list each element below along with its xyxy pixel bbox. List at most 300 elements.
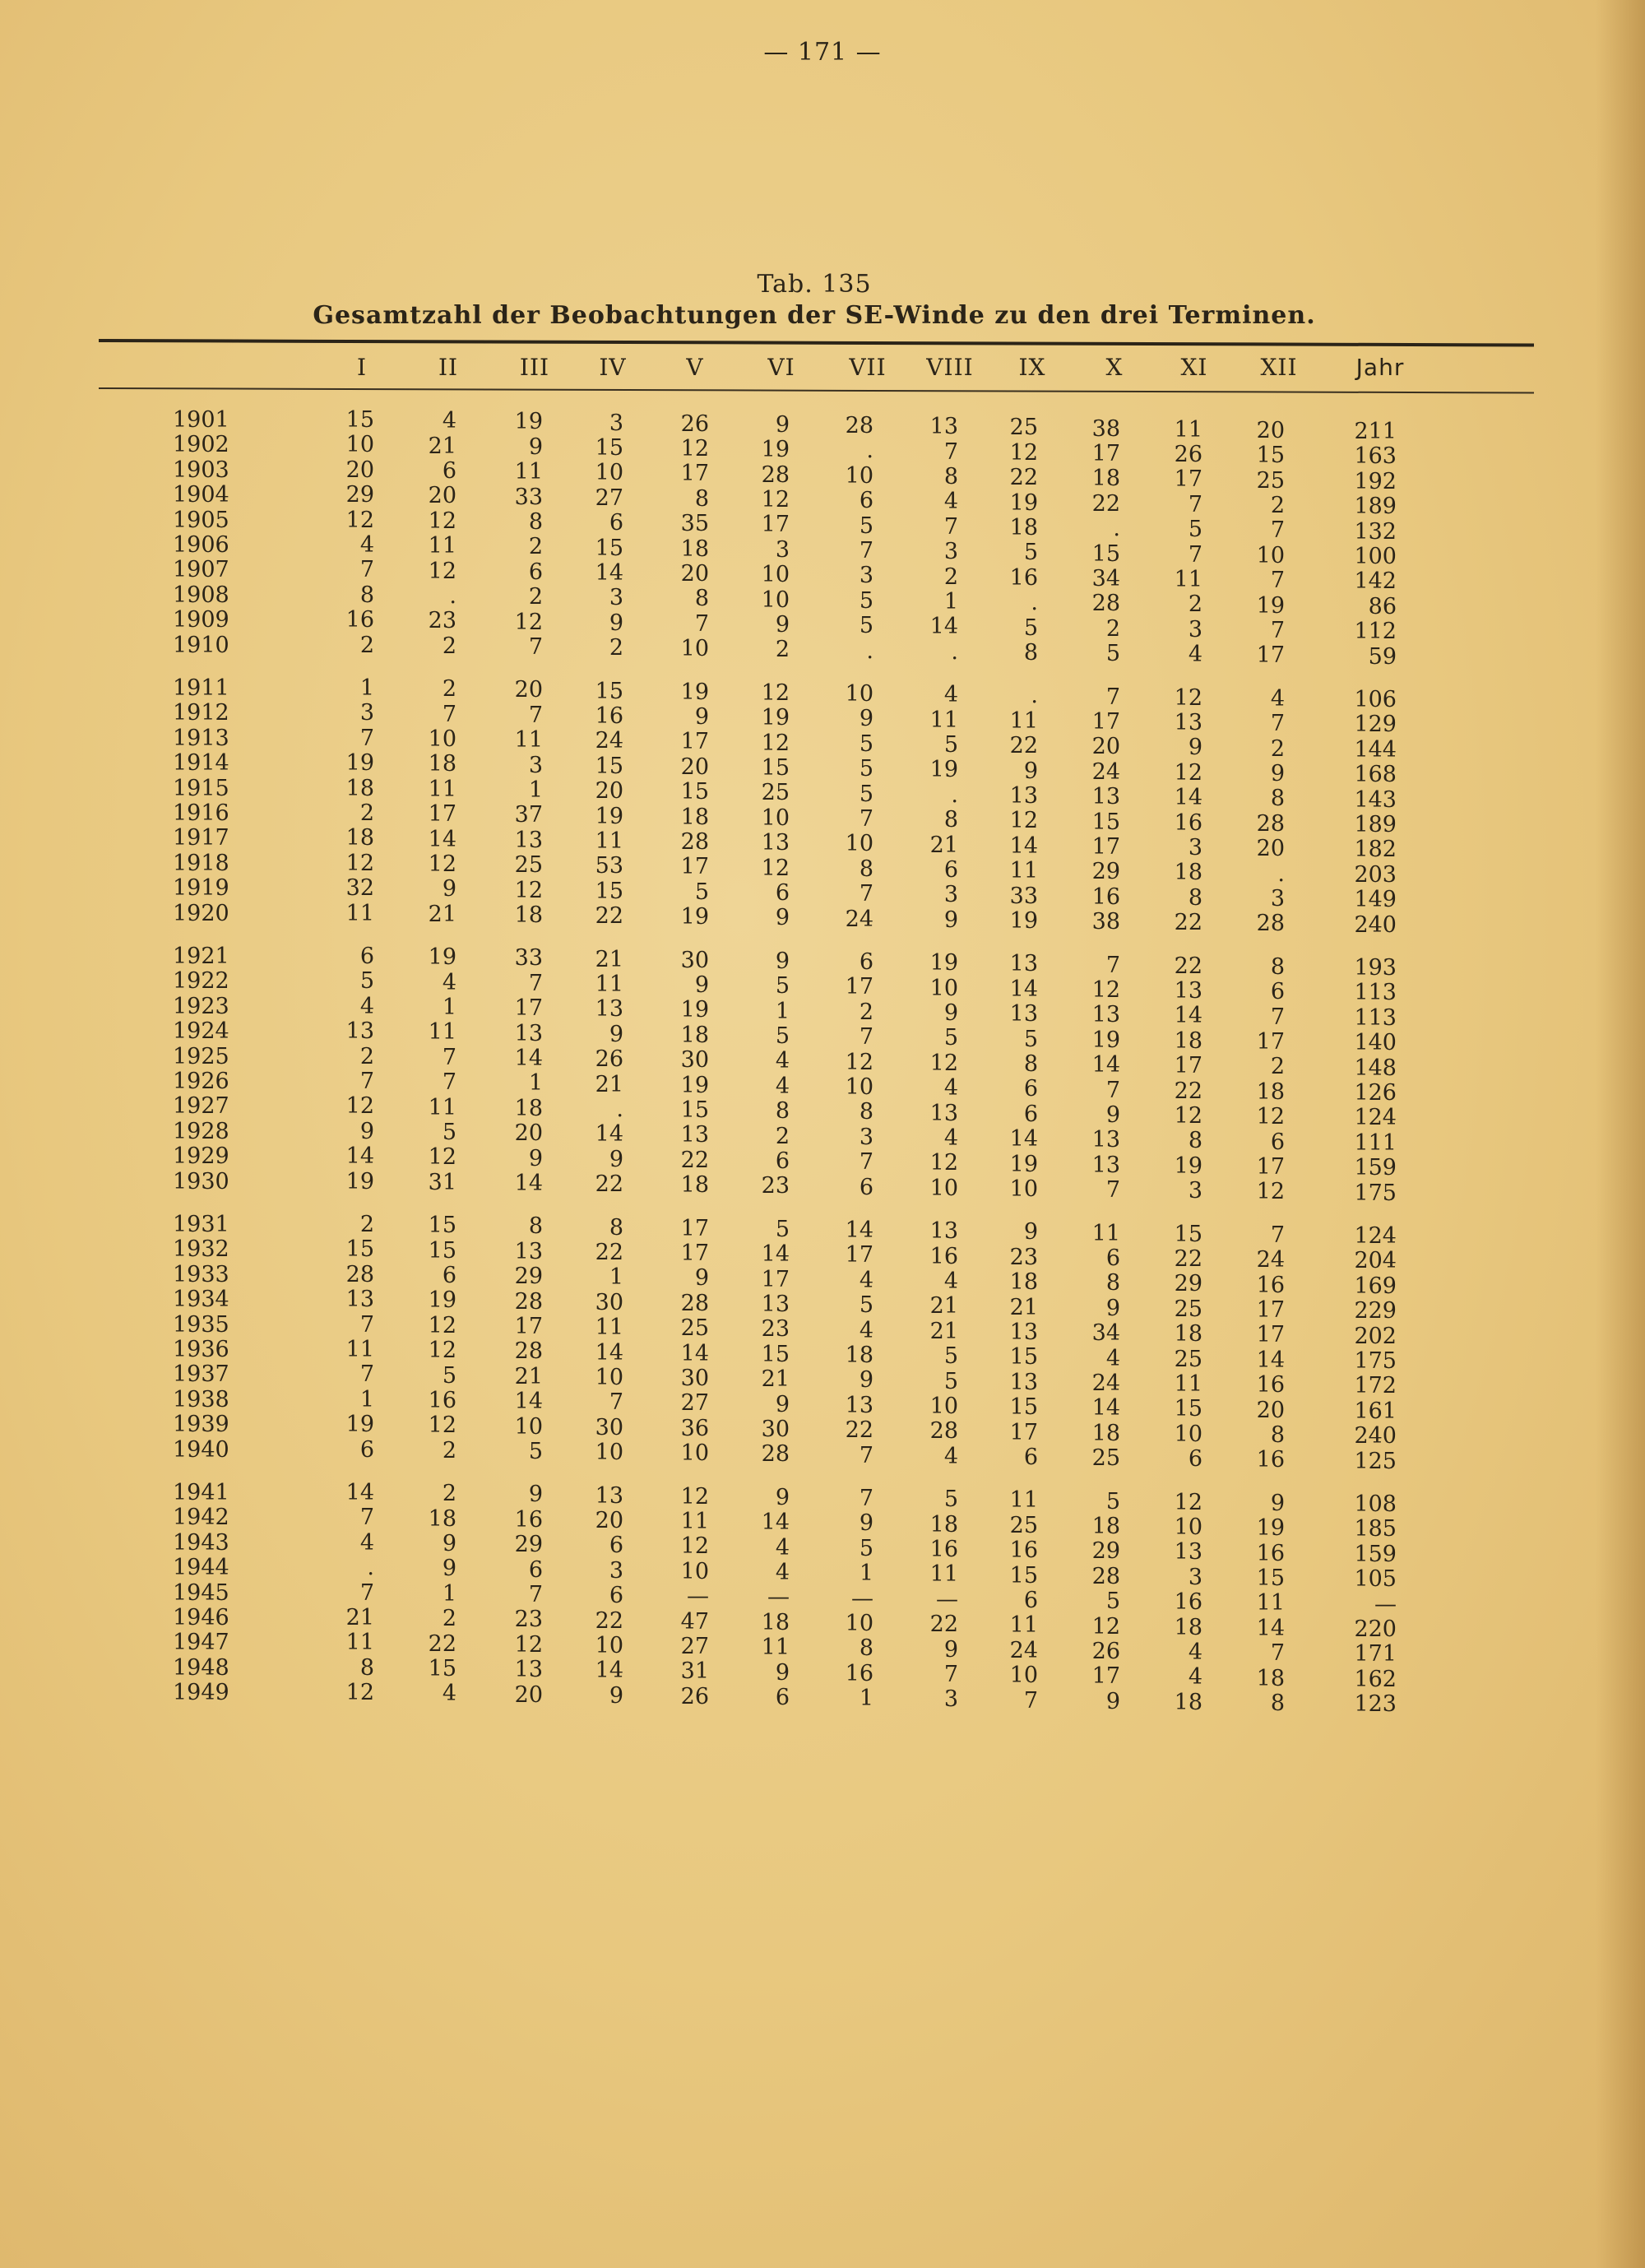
table-row [0,532,1645,569]
month-value-cell: 3 [943,882,958,908]
month-value-cell: 4 [859,1267,873,1293]
month-value-cell: 7 [359,1579,374,1606]
month-value-cell: — [936,1586,958,1612]
month-value-cell: 19 [680,1072,709,1098]
month-value-cell: 17 [761,1266,790,1292]
column-header: V [686,354,704,381]
month-value-cell: 12 [929,1050,958,1076]
month-value-cell: 12 [1174,759,1202,786]
column-header: IX [1018,354,1046,381]
month-value-cell: 6 [442,457,456,484]
month-value-cell: 2 [775,637,790,663]
year-cell: 1908 [173,582,229,608]
month-value-cell: 13 [761,1292,790,1318]
month-value-cell: 10 [761,587,790,613]
month-value-cell: 16 [929,1243,958,1269]
month-value-cell: 12 [345,850,374,876]
month-value-cell: 7 [859,538,873,564]
month-value-cell: 5 [694,879,709,905]
month-value-cell: 19 [929,757,958,783]
month-value-cell: 28 [1091,591,1120,617]
year-total-cell: 162 [1354,1666,1397,1692]
month-value-cell: 11 [1009,1487,1038,1514]
month-value-cell: 9 [609,1146,623,1172]
month-value-cell: 19 [345,1412,374,1438]
month-value-cell: 21 [345,1605,374,1630]
column-header: I [356,354,368,381]
month-value-cell: 28 [680,1290,709,1316]
year-total-cell: 163 [1354,443,1397,470]
year-cell: 1904 [173,482,229,508]
month-value-cell: 34 [1091,1320,1120,1347]
month-value-cell: 1 [609,1264,623,1291]
month-value-cell: 10 [595,1632,623,1658]
month-value-cell: 18 [514,1095,543,1121]
month-value-cell: 16 [514,1506,543,1533]
month-value-cell: 21 [428,433,456,459]
month-value-cell: 2 [1270,1054,1285,1080]
month-value-cell: 10 [1174,1514,1202,1541]
month-value-cell: 28 [514,1338,543,1365]
month-value-cell: 10 [680,1558,709,1584]
month-value-cell: 20 [595,778,623,805]
table-row [0,1412,1645,1449]
month-value-cell: 13 [1174,710,1202,736]
month-value-cell: 13 [929,1100,958,1126]
month-value-cell: 7 [1270,568,1285,594]
month-value-cell: 7 [528,1581,543,1607]
month-value-cell: 16 [1256,1447,1285,1473]
month-value-cell: 14 [595,1121,623,1148]
month-value-cell: 9 [694,704,709,730]
month-value-cell: 5 [528,1438,543,1464]
table-row [0,675,1645,712]
month-value-cell: 12 [428,1412,456,1439]
month-value-cell: 13 [680,1122,709,1148]
column-header: VIII [926,354,974,381]
month-value-cell: 6 [1270,979,1285,1005]
month-value-cell: 11 [345,900,374,926]
month-value-cell: 22 [1174,1246,1202,1273]
year-total-cell: 172 [1354,1373,1397,1399]
month-value-cell: 14 [514,1170,543,1196]
year-total-cell: 168 [1354,762,1397,788]
month-value-cell: 18 [345,825,374,851]
year-total-cell: 220 [1354,1616,1397,1642]
month-value-cell: 18 [1009,1269,1038,1296]
month-value-cell: 26 [680,1683,709,1709]
month-value-cell: 10 [761,562,790,588]
month-value-cell: 3 [1270,886,1285,912]
month-value-cell: 4 [1188,1640,1202,1666]
month-value-cell: 3 [775,536,790,563]
month-value-cell: 28 [514,1288,543,1315]
table-row [0,944,1645,981]
month-value-cell: 22 [1174,910,1202,936]
month-value-cell: 8 [1270,786,1285,812]
table-row [0,1605,1645,1642]
month-value-cell: 15 [428,1237,456,1264]
month-value-cell: 10 [680,1440,709,1467]
month-value-cell: 13 [1091,1002,1120,1028]
month-value-cell: 28 [845,413,873,438]
month-value-cell: 10 [845,1074,873,1100]
month-value-cell: 18 [1174,1321,1202,1347]
month-value-cell: . [866,438,873,464]
month-value-cell: 4 [442,408,456,434]
year-total-cell: — [1374,1591,1397,1617]
month-value-cell: 17 [761,512,790,538]
year-total-cell: 240 [1354,1423,1397,1449]
month-value-cell: 6 [775,1148,790,1175]
month-value-cell: . [1113,516,1120,542]
month-value-cell: 11 [761,1635,790,1661]
year-cell: 1947 [173,1630,229,1656]
month-value-cell: 9 [775,411,790,438]
month-value-cell: . [1031,590,1038,616]
month-value-cell: 17 [1091,1663,1120,1690]
month-value-cell: 33 [514,945,543,972]
year-total-cell: 100 [1354,544,1397,569]
month-value-cell: 12 [1174,1103,1202,1129]
year-total-cell: 229 [1354,1298,1397,1324]
month-value-cell: 13 [929,414,958,440]
year-cell: 1911 [173,675,229,701]
month-value-cell: 7 [1188,541,1202,568]
month-value-cell: 7 [859,1024,873,1051]
month-value-cell: 4 [1188,1664,1202,1691]
month-value-cell: 12 [345,1093,374,1120]
month-value-cell: 31 [680,1658,709,1685]
month-value-cell: 11 [1091,1220,1120,1246]
month-value-cell: 37 [514,802,543,828]
year-total-cell: 106 [1354,687,1397,712]
month-value-cell: 11 [680,1509,709,1535]
year-total-cell: 240 [1354,911,1397,938]
column-header: XI [1180,354,1208,381]
month-value-cell: 27 [595,485,623,511]
year-total-cell: 123 [1354,1691,1397,1718]
month-value-cell: 11 [595,828,623,854]
month-value-cell: 23 [514,1607,543,1633]
month-value-cell: 21 [428,901,456,927]
month-value-cell: 14 [345,1480,374,1505]
year-cell: 1918 [173,850,229,876]
month-value-cell: 7 [1270,711,1285,737]
month-value-cell: 2 [775,1123,790,1149]
month-value-cell: 6 [859,1174,873,1200]
year-total-cell: 171 [1354,1641,1397,1667]
table-row [0,1480,1645,1517]
month-value-cell: 6 [1105,1245,1120,1271]
month-value-cell: 2 [528,584,543,610]
month-value-cell: 25 [1009,1512,1038,1538]
month-value-cell: 14 [595,1658,623,1684]
month-value-cell: 35 [680,511,709,537]
year-total-cell: 148 [1354,1055,1397,1081]
month-value-cell: 18 [428,1505,456,1532]
year-total-cell: 126 [1354,1080,1397,1106]
month-value-cell: 8 [528,1213,543,1240]
year-total-cell: 113 [1354,1004,1397,1031]
month-value-cell: 9 [859,1367,873,1394]
month-value-cell: 5 [1023,615,1038,641]
month-value-cell: 18 [1256,1665,1285,1691]
month-value-cell: 11 [595,1315,623,1341]
month-value-cell: 9 [359,1118,374,1144]
month-value-cell: 20 [1256,417,1285,443]
month-value-cell: 14 [345,1143,374,1170]
month-value-cell: 12 [1256,1179,1285,1205]
month-value-cell: 13 [1174,1539,1202,1565]
month-value-cell: 24 [1256,1247,1285,1273]
month-value-cell: 6 [775,880,790,907]
month-value-cell: 12 [1174,684,1202,711]
year-total-cell: 189 [1354,494,1397,520]
month-value-cell: 10 [845,831,873,857]
column-header: II [438,354,459,381]
month-value-cell: 9 [775,1659,790,1686]
year-cell: 1935 [173,1311,229,1338]
month-value-cell: 19 [680,904,709,930]
table-header-row [0,354,1645,387]
month-value-cell: 7 [859,881,873,907]
month-value-cell: 18 [1256,1078,1285,1105]
month-value-cell: 5 [943,1486,958,1513]
month-value-cell: 10 [761,805,790,831]
month-value-cell: 20 [514,1120,543,1147]
month-value-cell: 11 [929,1561,958,1588]
year-total-cell: 59 [1368,643,1397,670]
month-value-cell: 29 [514,1532,543,1558]
month-value-cell: 6 [859,949,873,975]
month-value-cell: 16 [929,1536,958,1562]
month-value-cell: 19 [1091,1027,1120,1053]
month-value-cell: 12 [428,1338,456,1364]
month-value-cell: 7 [1270,517,1285,544]
month-value-cell: 1 [859,1561,873,1587]
month-value-cell: 1 [943,588,958,615]
column-header: IV [599,354,627,381]
month-value-cell: 4 [859,1317,873,1343]
month-value-cell: 4 [943,1075,958,1102]
month-value-cell: . [951,638,958,665]
month-value-cell: 4 [1105,1345,1120,1371]
month-value-cell: 22 [1174,1078,1202,1104]
year-cell: 1923 [173,993,229,1019]
month-value-cell: 12 [428,1312,456,1338]
month-value-cell: 15 [1091,809,1120,835]
month-value-cell: 15 [761,755,790,782]
month-value-cell: 30 [595,1289,623,1315]
year-total-cell: 143 [1354,786,1397,813]
month-value-cell: 3 [1188,1564,1202,1590]
table-caption: Gesamtzahl der Beobachtungen der SE-Winde zu den drei Terminen. [313,301,1316,330]
month-value-cell: 9 [528,1145,543,1171]
year-total-cell: 124 [1354,1105,1397,1131]
month-value-cell: 17 [514,1313,543,1339]
month-value-cell: 14 [1256,1347,1285,1373]
month-value-cell: 12 [929,1150,958,1176]
month-value-cell: 5 [1105,641,1120,667]
month-value-cell: 21 [929,832,958,858]
month-value-cell: 22 [1174,953,1202,979]
month-value-cell: 25 [1174,1346,1202,1372]
month-value-cell: 12 [1256,1104,1285,1130]
month-value-cell: 10 [845,1611,873,1636]
month-value-cell: 33 [514,484,543,510]
month-value-cell: 18 [1174,1614,1202,1640]
month-value-cell: 20 [1091,734,1120,760]
month-value-cell: 18 [680,804,709,830]
month-value-cell: 5 [943,1025,958,1051]
month-value-cell: 7 [1105,1177,1120,1204]
table-top-rule [99,339,1534,346]
month-value-cell: 47 [680,1608,709,1635]
year-cell: 1914 [173,750,229,777]
month-value-cell: 7 [359,1505,374,1531]
year-total-cell: 112 [1354,619,1397,645]
column-header: X [1105,354,1124,381]
year-cell: 1907 [173,557,229,583]
year-cell: 1931 [173,1212,229,1237]
month-value-cell: 3 [609,585,623,611]
month-value-cell: 33 [1009,883,1038,909]
month-value-cell: 11 [428,533,456,559]
month-value-cell: 13 [514,1657,543,1683]
year-cell: 1902 [173,432,229,458]
month-value-cell: 5 [859,756,873,782]
month-value-cell: 14 [1009,976,1038,1002]
year-cell: 1944 [173,1555,229,1581]
month-value-cell: 20 [595,1507,623,1533]
month-value-cell: 9 [609,1021,623,1047]
month-value-cell: 15 [428,1213,456,1239]
month-value-cell: 1 [442,994,456,1020]
month-value-cell: 12 [1009,808,1038,834]
column-header: XII [1260,354,1298,381]
month-value-cell: 7 [1270,618,1285,644]
month-value-cell: 7 [1188,491,1202,517]
month-value-cell: 22 [845,1417,873,1444]
month-value-cell: 17 [428,801,456,828]
month-value-cell: 10 [845,462,873,489]
month-value-cell: 11 [345,1630,374,1656]
month-value-cell: 21 [1009,1294,1038,1320]
month-value-cell: 4 [442,969,456,995]
year-cell: 1905 [173,507,229,533]
month-value-cell: 9 [775,905,790,931]
month-value-cell: 31 [428,1169,456,1195]
month-value-cell: 28 [1256,911,1285,937]
month-value-cell: 15 [345,1236,374,1263]
month-value-cell: 8 [528,508,543,535]
month-value-cell: 14 [1009,833,1038,859]
year-total-cell: 124 [1354,1223,1397,1249]
month-value-cell: 29 [1091,1538,1120,1565]
month-value-cell: 4 [943,489,958,515]
table-row [0,1680,1645,1718]
month-value-cell: 30 [595,1414,623,1440]
month-value-cell: 15 [345,407,374,433]
year-total-cell: 185 [1354,1516,1397,1542]
month-value-cell: 4 [359,993,374,1019]
month-value-cell: 10 [929,1393,958,1419]
month-value-cell: 14 [1009,1126,1038,1153]
month-value-cell: 15 [595,753,623,779]
month-value-cell: 12 [428,851,456,877]
year-total-cell: 182 [1354,837,1397,863]
year-cell: 1927 [173,1093,229,1120]
month-value-cell: 6 [609,510,623,536]
year-cell: 1929 [173,1143,229,1170]
month-value-cell: 6 [359,944,374,969]
month-value-cell: 13 [595,996,623,1023]
month-value-cell: 19 [1174,1153,1202,1179]
month-value-cell: 17 [680,1215,709,1241]
month-value-cell: 12 [680,1533,709,1560]
month-value-cell: 7 [859,1149,873,1176]
month-value-cell: 21 [929,1293,958,1320]
month-value-cell: 53 [595,853,623,879]
month-value-cell: 7 [528,702,543,728]
month-value-cell: 2 [1105,615,1120,642]
month-value-cell: 16 [345,607,374,633]
month-value-cell: 10 [680,636,709,662]
month-value-cell: 28 [680,829,709,856]
month-value-cell: 7 [1023,1687,1038,1714]
month-value-cell: 21 [595,1071,623,1097]
month-value-cell: 8 [1188,884,1202,911]
month-value-cell: 15 [1009,1562,1038,1589]
month-value-cell: 8 [859,856,873,882]
month-value-cell: 18 [1174,1027,1202,1054]
year-total-cell: 129 [1354,712,1397,738]
header-bottom-rule [99,387,1534,393]
month-value-cell: 22 [1009,733,1038,759]
month-value-cell: 12 [680,436,709,462]
month-value-cell: 7 [859,1442,873,1468]
month-value-cell: 14 [761,1241,790,1268]
month-value-cell: 18 [761,1609,790,1635]
month-value-cell: 10 [845,681,873,707]
month-value-cell: 19 [428,944,456,971]
month-value-cell: 27 [680,1390,709,1417]
month-value-cell: 11 [514,459,543,485]
month-value-cell: 25 [514,852,543,879]
month-value-cell: 24 [845,906,873,932]
month-value-cell: 13 [929,1218,958,1245]
year-cell: 1946 [173,1605,229,1630]
month-value-cell: 17 [1091,833,1120,860]
year-cell: 1937 [173,1361,229,1388]
month-value-cell: 17 [1174,1053,1202,1079]
month-value-cell: . [1031,683,1038,709]
month-value-cell: 19 [345,1168,374,1194]
month-value-cell: 23 [428,608,456,634]
month-value-cell: 13 [845,1392,873,1418]
month-value-cell: 13 [1009,782,1038,809]
month-value-cell: 32 [345,875,374,902]
month-value-cell: . [866,638,873,664]
month-value-cell: 19 [345,750,374,777]
month-value-cell: 4 [1270,685,1285,712]
year-cell: 1938 [173,1386,229,1412]
month-value-cell: 15 [761,1341,790,1367]
month-value-cell: 26 [1091,1638,1120,1664]
month-value-cell: 22 [595,1607,623,1634]
year-cell: 1941 [173,1480,229,1505]
